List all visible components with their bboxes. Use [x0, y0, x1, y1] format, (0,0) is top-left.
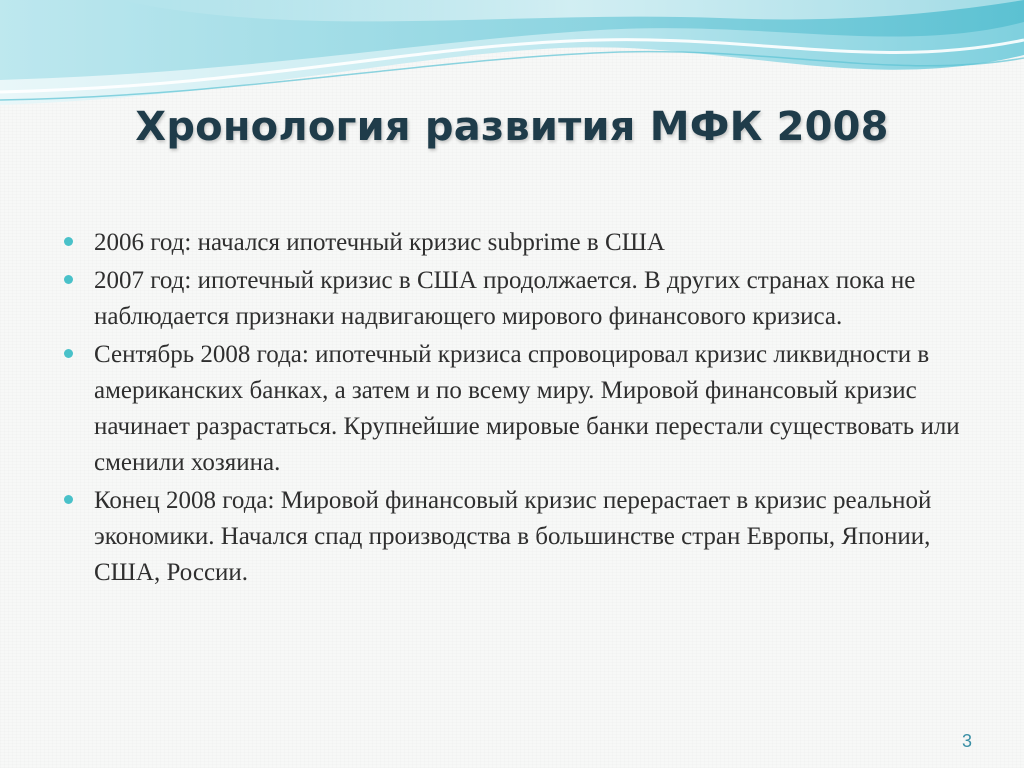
- bullet-text: 2007 год: ипотечный кризис в США продолжается. В других странах пока не наблюдается признаки надвигающего мирового финансового кризиса.: [94, 267, 916, 330]
- bullet-text: Сентябрь 2008 года: ипотечный кризиса спровоцировал кризис ликвидности в американских банках, а затем и по всему миру. Мировой финансовый кризис начинает разрастаться. Крупнейшие мировые банки перестали существовать или сменили хозяина.: [94, 341, 960, 476]
- bullet-list: [62, 225, 982, 593]
- slide-title: Хронология развития МФК 2008: [135, 104, 889, 150]
- bullet-text: Конец 2008 года: Мировой финансовый кризис перерастает в кризис реальной экономики. Начался спад производства в большинстве стран Европы, Японии, США, России.: [94, 487, 932, 586]
- bullet-dot-icon: [64, 349, 73, 358]
- bullet-dot-icon: [64, 495, 73, 504]
- bullet-item-2006: [62, 225, 982, 261]
- bullet-dot-icon: [64, 275, 73, 284]
- bullet-item-end-2008: [62, 483, 982, 591]
- bullet-dot-icon: [64, 237, 73, 246]
- bullet-item-2007: [62, 263, 982, 335]
- bullet-item-september-2008: [62, 337, 982, 481]
- bullet-text: 2006 год: начался ипотечный кризис subprime в США: [94, 229, 665, 256]
- page-number: 3: [961, 731, 972, 751]
